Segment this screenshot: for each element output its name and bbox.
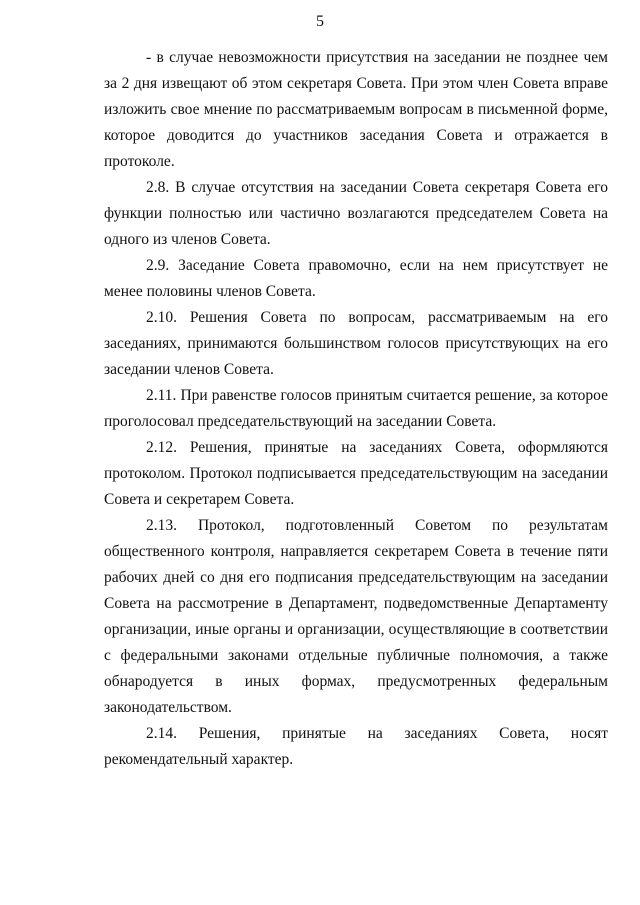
page-number: 5: [316, 13, 324, 30]
paragraph-2-10: 2.10. Решения Совета по вопросам, рассматриваемым на его заседаниях, принимаются большинством голосов присутствующих на его заседании членов Совета.: [104, 309, 608, 378]
paragraph-2-13: 2.13. Протокол, подготовленный Советом по результатам общественного контроля, направляется секретарем Совета в течение пяти рабочих дней со дня его подписания председательствующим на заседании Совета на рассмотрение в Департамент, подведомственные Департаменту организации, иные органы и организации, осуществляющие в соответствии с федеральными законами отдельные публичные полномочия, а также обнародуется в иных формах, предусмотренных федеральным законодательством.: [104, 517, 608, 716]
document-body: [104, 45, 608, 773]
paragraph-2-14: 2.14. Решения, принятые на заседаниях Совета, носят рекомендательный характер.: [104, 725, 608, 768]
paragraph-2-9: 2.9. Заседание Совета правомочно, если на нем присутствует не менее половины членов Совета.: [104, 257, 608, 300]
paragraph-2-12: 2.12. Решения, принятые на заседаниях Совета, оформляются протоколом. Протокол подписывается председательствующим на заседании Совета и секретарем Совета.: [104, 439, 608, 508]
paragraph-2-8: 2.8. В случае отсутствия на заседании Совета секретаря Совета его функции полностью или частично возлагаются председателем Совета на одного из членов Совета.: [104, 179, 608, 248]
paragraph-2-11: 2.11. При равенстве голосов принятым считается решение, за которое проголосовал председательствующий на заседании Совета.: [104, 387, 608, 430]
paragraph-absence-notice: - в случае невозможности присутствия на заседании не позднее чем за 2 дня извещают об этом секретаря Совета. При этом член Совета вправе изложить свое мнение по рассматриваемым вопросам в письменной форме, которое доводится до участников заседания Совета и отражается в протоколе.: [104, 49, 608, 170]
